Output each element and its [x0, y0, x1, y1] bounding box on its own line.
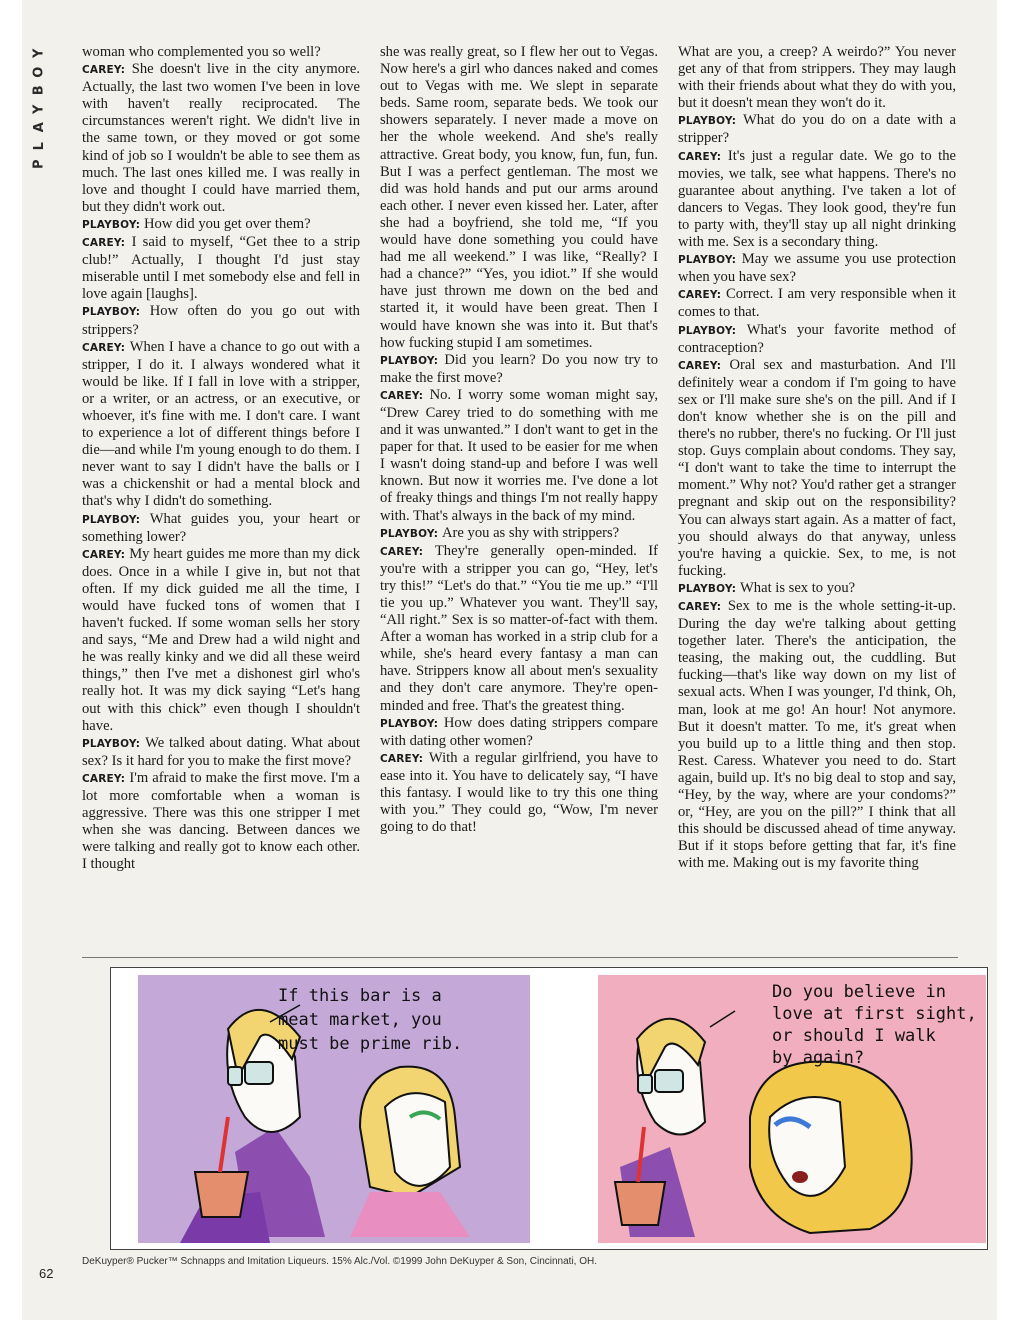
paragraph-text: What's your favorite method of contraception?	[678, 321, 956, 356]
paragraph-text: What guides you, your heart or something lower?	[82, 510, 360, 545]
speaker-label: CAREY:	[380, 545, 435, 558]
paragraph-text: Sex to me is the whole setting-it-up. During the day we're talking about getting together later. There's the anticipation, the teasing, the making out, the cuddling. But fucking—that's like way down on my list of sexual acts. When I was younger, I'd think, Oh, man, look at me go! An hour! Not anymore. But it doesn't matter. To me, it's great when you build up to a little thing and then stop. Rest. Caress. Whatever you need to do. Start again, build up. It's no big deal to stop and say, “Hey, by the way, where are your condoms?” or, “Hey, are you on the pill?” I think that all this should be discussed ahead of time anyway. But if it stops before getting that far, it's fine with me. Making out is my favorite thing	[678, 598, 956, 872]
paragraph-text: No. I worry some woman might say, “Drew Carey tried to do something with me and it was unwanted.” I don't want to get in the paper for that. It used to be easier for me when I wasn't doing stand-up and before I was well known. But now it worries me. I've done a lot of freaky things and things I'm not really happy with. That's always in the back of my mind.	[380, 386, 658, 524]
paragraph-text: I said to myself, “Get thee to a strip club!” Actually, I thought I'd just stay miserable until I met somebody else and fell in love again [laughs].	[82, 234, 360, 303]
paragraph-text: Correct. I am very responsible when it comes to that.	[678, 286, 956, 321]
speaker-label: PLAYBOY:	[380, 527, 443, 540]
paragraph-text: How does dating strippers compare with dating other women?	[380, 714, 658, 749]
ad-caption-2-line-1: Do you believe in	[772, 982, 946, 1002]
cartoon-panel-2	[598, 975, 986, 1243]
interview-paragraph	[380, 44, 658, 352]
masthead-letter: Y	[31, 48, 47, 58]
ad-disclaimer: DeKuyper® Pucker™ Schnapps and Imitation Liqueurs. 15% Alc./Vol. ©1999 John DeKuyper & Son, Cincinnati, OH.	[82, 1256, 598, 1267]
ad-caption-1-line-1: If this bar is a	[278, 986, 442, 1006]
speaker-label: CAREY:	[678, 601, 728, 613]
speaker-label: CAREY:	[380, 389, 430, 402]
paragraph-text: It's just a regular date. We go to the movies, we talk, see what happens. There's no guarantee about anything. I've taken a lot of dancers to Vegas. They look good, they're fun to party with, they'll stay up all night drinking with me. Sex is a secondary thing.	[678, 147, 956, 251]
speaker-label: CAREY:	[82, 341, 130, 354]
speaker-label: PLAYBOY:	[380, 354, 445, 367]
speaker-label: CAREY:	[82, 548, 130, 561]
paragraph-text: woman who complemented you so well?	[82, 44, 321, 60]
speaker-label: CAREY:	[380, 752, 429, 765]
speaker-label: PLAYBOY:	[82, 218, 145, 231]
speaker-label: PLAYBOY:	[82, 306, 150, 319]
speaker-label: CAREY:	[678, 359, 730, 372]
interview-paragraph	[82, 339, 360, 511]
interview-paragraph	[380, 715, 658, 750]
interview-paragraph	[678, 148, 956, 252]
interview-paragraph	[380, 525, 658, 543]
paragraph-text: They're generally open-minded. If you're with a stripper you can go, “Hey, let's try this!” “Let's do that.” “You tie me up.” “I'll tie you up.” Whatever you want. They'll say, “All right.” Sex is so matter-of-fact with them. After a woman has worked in a strip club for a while, she's heard every fantasy a man can have. Strippers know all about men's sexuality and they don't care anymore. They're open-minded and free. That's the greatest thing.	[380, 542, 658, 714]
page-number: 62	[39, 1266, 54, 1281]
speaker-label: CAREY:	[82, 237, 132, 250]
interview-paragraph	[82, 61, 360, 216]
paragraph-text: Are you as shy with strippers?	[442, 524, 620, 541]
speaker-label: PLAYBOY:	[678, 115, 743, 128]
masthead-letter: B	[31, 85, 47, 96]
interview-paragraph	[678, 44, 956, 112]
interview-paragraph	[82, 234, 360, 303]
interview-paragraph	[82, 511, 360, 546]
interview-paragraph	[82, 44, 360, 61]
speaker-label: PLAYBOY:	[380, 717, 444, 730]
paragraph-text: My heart guides me more than my dick does. Once in a while I give in, but not that often. If my dick guided me all the time, I would have fucked tons of women that I haven't fucked. If some woman sells her story and says, “Me and Drew had a wild night and he was really kinky and we did all these weird things,” then I've met a dishonest girl who's really hot. It was my dick saying “Let's hang out with this chick” even though I shouldn't have.	[82, 545, 360, 734]
paragraph-text: How often do you go out with strippers?	[82, 303, 360, 338]
masthead-letter: Y	[31, 104, 47, 114]
speaker-label: CAREY:	[82, 772, 130, 785]
interview-column-1	[82, 44, 360, 949]
masthead-letter: L	[31, 141, 47, 150]
speaker-label: PLAYBOY:	[678, 582, 741, 595]
cartoon-ad	[110, 967, 988, 1250]
section-divider	[82, 957, 958, 958]
speaker-label: CAREY:	[82, 64, 132, 77]
cartoon-panel-1	[138, 975, 530, 1243]
paragraph-text: What do you do on a date with a stripper?	[678, 112, 956, 147]
paragraph-text: We talked about dating. What about sex? Is it hard for you to make the first move?	[82, 734, 360, 769]
paragraph-text: Did you learn? Do you now try to make the first move?	[380, 351, 658, 386]
ad-caption-2-line-4: by again?	[772, 1048, 865, 1068]
speaker-label: PLAYBOY:	[82, 513, 150, 526]
ad-caption-1-line-2: meat market, you	[278, 1010, 442, 1030]
masthead-letter: O	[31, 66, 47, 78]
paragraph-text: What is sex to you?	[740, 579, 856, 596]
speaker-label: PLAYBOY:	[678, 254, 742, 267]
interview-paragraph	[678, 112, 956, 147]
paragraph-text: How did you get over them?	[144, 215, 311, 232]
speaker-label: PLAYBOY:	[82, 737, 146, 750]
interview-paragraph	[82, 303, 360, 338]
paragraph-text: I'm afraid to make the first move. I'm a lot more comfortable when a woman is aggressive. There was this one stripper I met when she was dancing. Between dances we were talking and really got to know each other. I thought	[82, 769, 360, 873]
speaker-label: CAREY:	[678, 289, 727, 302]
interview-paragraph	[678, 357, 956, 580]
ad-caption-1-line-3: must be prime rib.	[278, 1034, 463, 1054]
interview-paragraph	[678, 251, 956, 286]
interview-paragraph	[82, 216, 360, 234]
paragraph-text: she was really great, so I flew her out to Vegas. Now here's a girl who dances naked and comes out to Vegas with me. We slept in separate beds. Same room, separate beds. We took our showers separately. I never made a move on her the whole weekend. And she's really attractive. Great body, you know, fun, fun, fun. But I was a perfect gentleman. The most we did was hold hands and put our arms around each other. I never even kissed her. Later, after she had a boyfriend, she told me, “If you would have done something you could have had me all weekend.” I was like, “Really? I had a chance?” “Yes, you idiot.” If she would have just thrown me down on the bed and started it, it would have been great. Then I would have known she was into it. But that's how fucking stupid I am sometimes.	[380, 44, 658, 351]
interview-paragraph	[678, 598, 956, 873]
paragraph-text: Oral sex and masturbation. And I'll definitely wear a condom if I'm going to have sex or I'll make sure she's on the pill. And if I don't know whether she is on the pill and there's no rubber, there's no fucking. Or I'll just stop. Guys complain about condoms. They say, “I don't want to take the time to interrupt the moment.” Why not? You'd rather get a stranger pregnant and skip out on the responsibility? You can always start again. As a matter of fact, you should always do that anyway, unless you're having a quickie. Sex, to me, is not fucking.	[678, 356, 956, 579]
interview-paragraph	[82, 770, 360, 874]
ad-caption-2-line-2: love at first sight,	[772, 1004, 977, 1024]
interview-column-3	[678, 44, 956, 949]
speaker-label: PLAYBOY:	[678, 324, 747, 337]
interview-paragraph	[678, 286, 956, 321]
interview-column-2	[380, 44, 658, 949]
interview-paragraph	[380, 543, 658, 715]
interview-paragraph	[380, 750, 658, 836]
ad-caption-2-line-3: or should I walk	[772, 1026, 936, 1046]
masthead-vertical	[29, 44, 51, 174]
interview-paragraph	[380, 352, 658, 387]
paragraph-text: May we assume you use protection when you have sex?	[678, 251, 956, 286]
interview-paragraph	[380, 387, 658, 525]
paragraph-text: When I have a chance to go out with a stripper, I do it. I always wondered what it would be like. If I fall in love with a stripper, or a writer, or an actress, or an executive, or whoever, it's fine with me. I don't care. I want to experience a lot of different things before I die—and while I'm young enough to do them. I never want to say I didn't have the balls or I was a chickenshit or had a mental block and that's why I didn't do something.	[82, 338, 360, 510]
interview-paragraph	[678, 580, 956, 598]
masthead-letter: A	[31, 122, 47, 133]
paragraph-text: She doesn't live in the city anymore. Actually, the last two women I've been in love with haven't really reciprocated. The circumstances weren't right. We didn't live in the same town, or they moved or got some kind of job so I wouldn't be able to see them as much. The last ones killed me. I was really in love and thought I could have married them, but they didn't work out.	[82, 61, 360, 215]
interview-paragraph	[82, 735, 360, 770]
paragraph-text: What are you, a creep? A weirdo?” You never get any of that from strippers. They may laugh with their friends about what they do with you, but it doesn't mean they won't do it.	[678, 44, 956, 112]
speaker-label: CAREY:	[678, 150, 728, 163]
masthead-letter: P	[31, 159, 47, 170]
interview-paragraph	[82, 546, 360, 735]
paragraph-text: With a regular girlfriend, you have to ease into it. You have to delicately say, “I have this fantasy. I would like to try this one thing with you.” They could go, “Wow, I'm never going to do that!	[380, 749, 658, 836]
interview-paragraph	[678, 322, 956, 357]
